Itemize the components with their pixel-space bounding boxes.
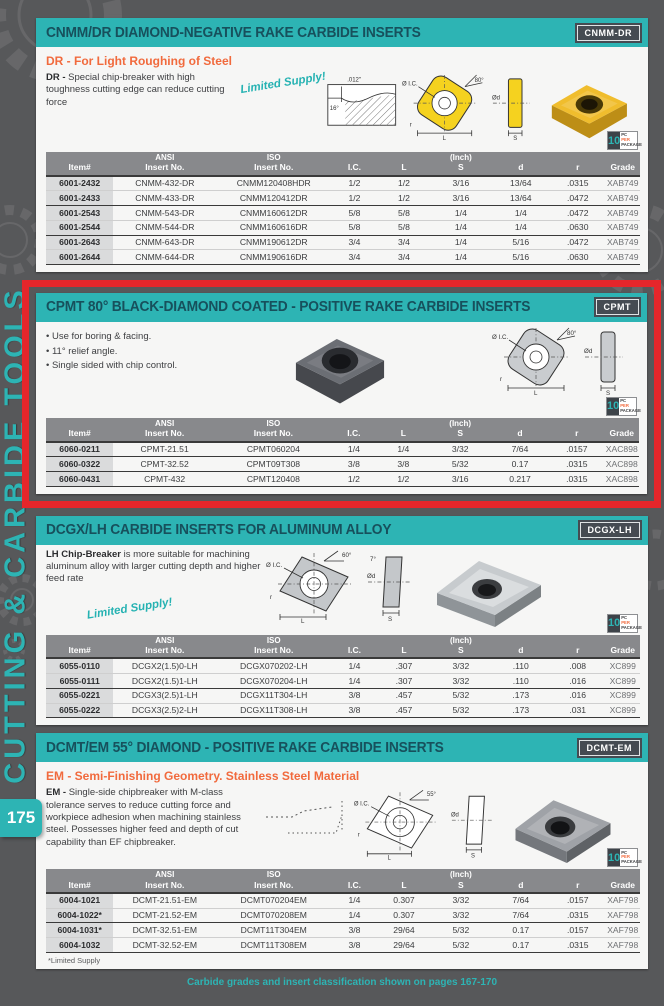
table-cell: XAB749 [605,206,640,221]
pack-quantity-badge: 10 PC PER PACKAGE [607,848,638,867]
table-cell: DCGX3(2.5)2-LH [113,703,216,718]
table-cell: 6001-2432 [46,176,113,191]
table-cell: 1/4 [430,220,491,235]
section-code-badge: CNMM-DR [577,25,641,41]
svg-text:r: r [410,122,413,129]
column-header: Grade [605,418,639,442]
section-cnmm-dr [36,18,648,272]
table-cell: 3/16 [430,472,491,487]
limited-supply-note: Limited Supply! [86,596,174,622]
table-cell: 7/64 [491,442,549,457]
table-row [46,908,640,923]
table-cell: .307 [378,674,430,689]
table-cell: CPMT-21.51 [113,442,216,457]
column-header: (Inch) S [430,418,491,442]
table-cell: 5/32 [430,938,491,953]
table-cell: DCGX11T304-LH [216,688,331,703]
pack-quantity-badge: 10 PC PER PACKAGE [606,397,637,416]
table-cell: 1/2 [331,472,377,487]
table-header-row [46,152,640,176]
svg-text:.012": .012" [347,77,361,84]
table-cell: .173 [492,703,550,718]
section-description: LH Chip-Breaker is more suitable for machining aluminum alloy with larger cutting depth and higher feed rate [46,548,261,585]
table-cell: .0315 [549,457,604,472]
section-code-badge: DCGX-LH [580,522,641,538]
column-header: I.C. [331,418,377,442]
svg-text:r: r [500,375,503,383]
table-cell: 6001-2643 [46,235,113,250]
table-cell: XAC898 [605,472,639,487]
table-cell: 6001-2544 [46,220,113,235]
table-cell: 0.307 [378,908,430,923]
limited-supply-note: Limited Supply! [239,70,327,97]
column-header: r [549,418,604,442]
table-cell: DCGX2(1.5)0-LH [113,658,216,673]
table-cell: DCGX11T308-LH [216,703,331,718]
section-body [36,47,648,272]
svg-text:80°: 80° [475,77,485,84]
table-cell: CNMM160616DR [216,220,331,235]
table-cell: 3/4 [331,235,378,250]
table-cell: DCMT-32.52-EM [113,938,216,953]
column-header: Grade [605,152,640,176]
table-cell: 3/32 [430,908,491,923]
table-cell: CPMT09T308 [216,457,331,472]
column-header: ISO Insert No. [216,152,331,176]
table-cell: 3/32 [430,442,491,457]
svg-text:L: L [301,617,305,623]
table-cell: 13/64 [492,176,550,191]
table-cell: 13/64 [492,191,550,206]
table-cell: CNMM-544-DR [113,220,216,235]
table-cell: 3/8 [377,457,429,472]
table-cell: 6004-1022* [46,908,113,923]
column-header: r [550,635,605,659]
section-body [36,545,648,726]
section-description-block [46,548,262,622]
table-cell: CNMM-432-DR [113,176,216,191]
table-cell: 6004-1031* [46,923,113,938]
svg-text:Ø I.C.: Ø I.C. [402,81,419,88]
table-cell: 3/8 [331,457,377,472]
column-header: Item# [46,635,113,659]
table-cell: 3/32 [430,893,491,908]
table-cell: XAC898 [605,442,639,457]
section-title: DCMT/EM 55° DIAMOND - POSITIVE RAKE CARBIDE INSERTS [46,739,444,756]
column-header: ISO Insert No. [216,869,331,893]
table-cell: .031 [550,703,605,718]
chipbreaker-profile-diagram [258,787,350,847]
table-cell: 6001-2644 [46,250,113,265]
table-cell: XAF798 [605,923,640,938]
table-cell: .0315 [550,176,605,191]
svg-text:Ød: Ød [491,95,500,102]
table-cell: 1/4 [331,442,377,457]
table-cell: 1/2 [378,176,430,191]
section-body [36,762,648,969]
table-row [46,220,640,235]
table-cell: 0.307 [378,893,430,908]
table-cell: CPMT060204 [216,442,331,457]
dcmt-insert-table [46,869,640,953]
table-cell: 5/32 [430,688,491,703]
table-cell: CNMM-643-DR [113,235,216,250]
table-cell: 0.17 [492,923,550,938]
table-cell: .307 [378,658,430,673]
pack-quantity-badge: 10 PC PER PACKAGE [607,131,638,150]
table-cell: 0.17 [492,938,550,953]
section-title: CPMT 80° BLACK-DIAMOND COATED - POSITIVE RAKE CARBIDE INSERTS [46,299,531,316]
table-cell: DCMT-21.51-EM [113,893,216,908]
section-subtitle: EM - Semi-Finishing Geometry. Stainless Steel Material [46,769,360,784]
table-cell: 5/8 [331,220,378,235]
column-header: ANSI Insert No. [113,635,216,659]
table-cell: 6001-2543 [46,206,113,221]
table-cell: .110 [492,658,550,673]
column-header: r [550,152,605,176]
table-cell: .457 [378,688,430,703]
table-cell: 3/8 [331,923,378,938]
table-cell: 3/8 [331,703,378,718]
table-cell: 7/64 [492,893,550,908]
table-cell: 1/2 [377,472,429,487]
table-cell: CPMT-432 [113,472,216,487]
table-cell: XAB749 [605,191,640,206]
table-header-row [46,869,640,893]
table-cell: 1/2 [331,191,378,206]
table-cell: XC899 [605,674,640,689]
table-cell: 1/2 [378,191,430,206]
table-cell: 3/4 [378,250,430,265]
svg-text:L: L [534,389,538,396]
column-header: Item# [46,152,113,176]
section-header-bar [36,733,648,762]
table-cell: .0315 [550,938,605,953]
table-cell: .016 [550,674,605,689]
table-cell: 5/32 [430,923,491,938]
column-header: Item# [46,418,113,442]
table-cell: XAF798 [605,938,640,953]
table-row [46,893,640,908]
table-row [46,457,639,472]
table-cell: .0157 [550,923,605,938]
table-cell: 6001-2433 [46,191,113,206]
svg-text:r: r [357,832,360,839]
column-header: Grade [605,635,640,659]
table-cell: XC899 [605,688,640,703]
insert-side-view-diagram [366,549,412,623]
table-cell: 6060-0431 [46,472,113,487]
page-footer-reference: Carbide grades and insert classification shown on pages 167-170 [186,976,498,988]
table-cell: 6055-0222 [46,703,113,718]
cnmm-insert-table [46,152,640,265]
insert-photo [276,324,404,410]
column-header: ANSI Insert No. [113,418,216,442]
section-body [36,322,647,494]
section-dcmt-em [36,733,648,969]
table-row [46,938,640,953]
table-cell: DCMT-32.51-EM [113,923,216,938]
table-cell: 5/8 [331,206,378,221]
svg-text:16°: 16° [329,105,339,112]
table-cell: 6060-0211 [46,442,113,457]
column-header: I.C. [331,635,378,659]
table-cell: 3/16 [430,176,491,191]
table-cell: .0472 [550,235,605,250]
table-cell: 29/64 [378,923,430,938]
svg-text:L: L [443,135,447,142]
table-cell: CNMM120408HDR [216,176,331,191]
column-header: d [492,869,550,893]
table-row [46,206,640,221]
table-cell: XAF798 [605,908,640,923]
section-header-bar [36,18,648,47]
table-cell: CNMM190616DR [216,250,331,265]
svg-text:60°: 60° [342,551,352,559]
column-header: ANSI Insert No. [113,869,216,893]
limited-supply-footnote: *Limited Supply [48,955,101,965]
table-cell: DCMT11T308EM [216,938,331,953]
svg-text:S: S [471,853,475,860]
table-cell: CNMM190612DR [216,235,331,250]
table-cell: XAC898 [605,457,639,472]
chipbreaker-diagram [322,72,401,132]
table-cell: 0.17 [491,457,549,472]
sidebar-category-title: CUTTING & CARBIDE TOOLS [0,286,32,784]
section-header-bar [36,293,647,322]
table-cell: 1/4 [331,908,378,923]
table-cell: 7/64 [492,908,550,923]
column-header: d [491,418,549,442]
column-header: L [378,635,430,659]
table-cell: DCGX2(1.5)1-LH [113,674,216,689]
section-cpmt [36,293,647,494]
table-cell: CNMM-433-DR [113,191,216,206]
bullet-item: • Use for boring & facing. [46,330,276,345]
table-cell: XC899 [605,703,640,718]
table-cell: .0630 [550,250,605,265]
table-cell: .173 [492,688,550,703]
section-description: DR - Special chip-breaker with high toughness cutting edge can reduce cutting force [46,72,225,108]
table-row [46,703,640,718]
table-row [46,250,640,265]
table-cell: DCGX3(2.5)1-LH [113,688,216,703]
table-row [46,923,640,938]
table-cell: XAB749 [605,250,640,265]
bullet-item: • Single sided with chip control. [46,359,276,374]
bullet-item: • 11° relief angle. [46,345,276,360]
table-cell: 3/4 [331,250,378,265]
insert-top-view-diagram [401,72,490,142]
section-header-bar [36,516,648,545]
column-header: L [377,418,429,442]
table-cell: CNMM-644-DR [113,250,216,265]
table-cell: .016 [550,688,605,703]
column-header: ISO Insert No. [216,418,331,442]
svg-text:Ø I.C.: Ø I.C. [266,561,283,569]
svg-text:Ød: Ød [450,812,459,819]
column-header: I.C. [331,152,378,176]
column-header: ANSI Insert No. [113,152,216,176]
table-cell: DCMT070208EM [216,908,331,923]
table-row [46,658,640,673]
table-cell: 6004-1021 [46,893,113,908]
insert-top-view-diagram [350,787,450,861]
highlight-annotation-box [22,280,661,508]
table-cell: 3/16 [430,191,491,206]
insert-side-view-diagram [491,72,532,142]
section-subtitle: DR - For Light Roughing of Steel [46,54,232,68]
table-cell: 1/4 [492,220,550,235]
table-cell: .0630 [550,220,605,235]
table-cell: 6060-0322 [46,457,113,472]
table-cell: CNMM120412DR [216,191,331,206]
table-cell: XAB749 [605,235,640,250]
svg-text:Ød: Ød [367,572,376,580]
table-cell: DCMT11T304EM [216,923,331,938]
table-cell: 5/16 [492,235,550,250]
table-cell: 6055-0110 [46,658,113,673]
svg-text:Ød: Ød [584,347,593,355]
svg-text:L: L [387,855,391,862]
table-row [46,176,640,191]
insert-photo [504,787,622,863]
table-cell: 5/16 [492,250,550,265]
insert-side-view-diagram [450,787,494,861]
table-row [46,235,640,250]
column-header: L [378,152,430,176]
table-cell: .0157 [549,442,604,457]
table-cell: DCGX070202-LH [216,658,331,673]
column-header: (Inch) S [430,635,491,659]
table-cell: 1/4 [430,206,491,221]
table-cell: DCMT070204EM [216,893,331,908]
section-code-badge: CPMT [596,299,640,315]
table-cell: XC899 [605,658,640,673]
table-cell: .0157 [550,893,605,908]
table-cell: 1/4 [331,893,378,908]
table-cell: .0315 [550,908,605,923]
table-cell: 1/4 [377,442,429,457]
table-cell: .008 [550,658,605,673]
table-row [46,688,640,703]
table-cell: 1/4 [492,206,550,221]
table-cell: 6055-0221 [46,688,113,703]
table-cell: 5/32 [430,703,491,718]
table-row [46,442,639,457]
table-cell: CNMM-543-DR [113,206,216,221]
cpmt-insert-table [46,418,639,487]
table-cell: DCGX070204-LH [216,674,331,689]
svg-text:Ø I.C.: Ø I.C. [353,802,370,809]
table-cell: .0315 [549,472,604,487]
table-cell: CPMT120408 [216,472,331,487]
table-cell: DCMT-21.52-EM [113,908,216,923]
table-cell: .110 [492,674,550,689]
column-header: r [550,869,605,893]
insert-photo [426,549,552,629]
svg-text:7°: 7° [370,555,376,563]
table-cell: XAB749 [605,220,640,235]
svg-text:r: r [270,593,273,601]
section-dcgx-lh [36,516,648,726]
insert-side-view-diagram [583,326,625,396]
svg-text:80°: 80° [567,329,577,337]
table-cell: 1/4 [331,658,378,673]
feature-bullet-list [46,326,276,374]
column-header: d [492,635,550,659]
section-code-badge: DCMT-EM [579,740,641,756]
column-header: (Inch) S [430,869,491,893]
dcgx-insert-table [46,635,640,719]
table-cell: CNMM160612DR [216,206,331,221]
section-title: DCGX/LH CARBIDE INSERTS FOR ALUMINUM ALLOY [46,522,392,539]
section-description: EM - Single-side chipbreaker with M-class tolerance serves to reduce cutting force and workpiece adhesion when machining stainless steel. Possesses higher feed and depth of cut capability than EF chipbreaker. [46,787,241,848]
column-header: ISO Insert No. [216,635,331,659]
insert-top-view-diagram [491,326,583,396]
table-cell: 3/8 [331,688,378,703]
content-column [36,18,648,988]
table-header-row [46,418,639,442]
table-header-row [46,635,640,659]
table-cell: XAB749 [605,176,640,191]
column-header: Grade [605,869,640,893]
table-cell: 6055-0111 [46,674,113,689]
column-header: d [492,152,550,176]
table-cell: .0472 [550,206,605,221]
table-cell: 3/4 [378,235,430,250]
svg-text:S: S [606,389,611,396]
svg-text:S: S [388,615,393,623]
section-title: CNMM/DR DIAMOND-NEGATIVE RAKE CARBIDE INSERTS [46,24,421,41]
column-header: Item# [46,869,113,893]
svg-text:Ø I.C.: Ø I.C. [492,333,509,341]
column-header: I.C. [331,869,378,893]
table-cell: .457 [378,703,430,718]
table-cell: 0.217 [491,472,549,487]
table-row [46,674,640,689]
table-row [46,472,639,487]
table-cell: 5/8 [378,206,430,221]
table-cell: 5/8 [378,220,430,235]
table-cell: 1/4 [331,674,378,689]
table-cell: 1/4 [430,250,491,265]
table-cell: 1/2 [331,176,378,191]
column-header: (Inch) S [430,152,491,176]
table-cell: CPMT-32.52 [113,457,216,472]
table-cell: 3/32 [430,658,491,673]
insert-top-view-diagram [262,549,366,623]
table-cell: 3/32 [430,674,491,689]
table-cell: .0472 [550,191,605,206]
pack-quantity-badge: 10 PC PER PACKAGE [607,614,638,633]
table-cell: 3/8 [331,938,378,953]
svg-text:55°: 55° [426,792,436,799]
table-cell: 5/32 [430,457,491,472]
svg-text:S: S [512,135,517,142]
table-cell: XAF798 [605,893,640,908]
table-cell: 29/64 [378,938,430,953]
page-number-badge: 175 [0,799,42,837]
table-cell: 6004-1032 [46,938,113,953]
table-cell: 1/4 [430,235,491,250]
column-header: L [378,869,430,893]
table-row [46,191,640,206]
